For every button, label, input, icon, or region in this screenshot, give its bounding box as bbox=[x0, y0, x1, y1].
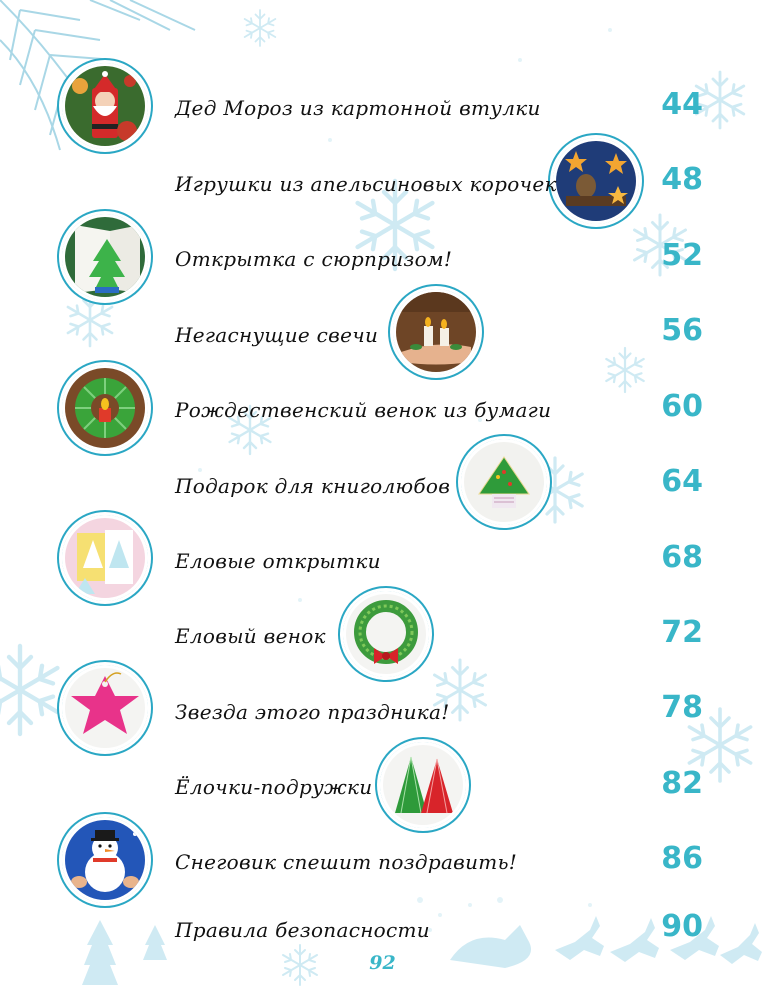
entry-page-number[interactable]: 64 bbox=[661, 464, 703, 499]
entry-page-number[interactable]: 60 bbox=[661, 389, 703, 424]
entry-title[interactable]: Звезда этого праздника! bbox=[175, 700, 450, 724]
entry-page-number[interactable]: 56 bbox=[661, 313, 703, 348]
thumb-snowman bbox=[62, 817, 148, 903]
entry-title[interactable]: Дед Мороз из картонной втулки bbox=[175, 96, 541, 120]
entry-title[interactable]: Открытка с сюрпризом! bbox=[175, 247, 453, 271]
entry-page-number[interactable]: 44 bbox=[661, 87, 703, 122]
thumb-bookmark-tree bbox=[461, 439, 547, 525]
entry-title[interactable]: Еловые открытки bbox=[175, 549, 381, 573]
thumb-santa-tube bbox=[62, 63, 148, 149]
thumb-candles bbox=[393, 289, 479, 375]
entry-page-number[interactable]: 72 bbox=[661, 615, 703, 650]
thumb-twin-trees bbox=[380, 742, 466, 828]
thumb-surprise-card bbox=[62, 214, 148, 300]
entry-title[interactable]: Игрушки из апельсиновых корочек bbox=[175, 172, 557, 196]
entry-page-number[interactable]: 48 bbox=[661, 162, 703, 197]
entry-page-number[interactable]: 68 bbox=[661, 540, 703, 575]
thumb-pink-star bbox=[62, 665, 148, 751]
entry-page-number[interactable]: 52 bbox=[661, 238, 703, 273]
entry-title[interactable]: Рождественский венок из бумаги bbox=[175, 398, 552, 422]
entry-title[interactable]: Негаснущие свечи bbox=[175, 323, 379, 347]
thumb-fir-wreath bbox=[343, 591, 429, 677]
entry-title[interactable]: Снеговик спешит поздравить! bbox=[175, 850, 518, 874]
thumb-paper-wreath bbox=[62, 365, 148, 451]
entry-page-number[interactable]: 90 bbox=[661, 909, 703, 944]
entry-title[interactable]: Ёлочки-подружки bbox=[175, 775, 373, 799]
entry-page-number[interactable]: 86 bbox=[661, 841, 703, 876]
entry-title[interactable]: Еловый венок bbox=[175, 624, 326, 648]
entry-title[interactable]: Подарок для книголюбов bbox=[175, 474, 451, 498]
entry-title[interactable]: Правила безопасности bbox=[175, 918, 430, 942]
thumb-fir-cards bbox=[62, 515, 148, 601]
entry-page-number[interactable]: 82 bbox=[661, 766, 703, 801]
entry-page-number[interactable]: 78 bbox=[661, 690, 703, 725]
page-number: 92 bbox=[369, 952, 396, 974]
